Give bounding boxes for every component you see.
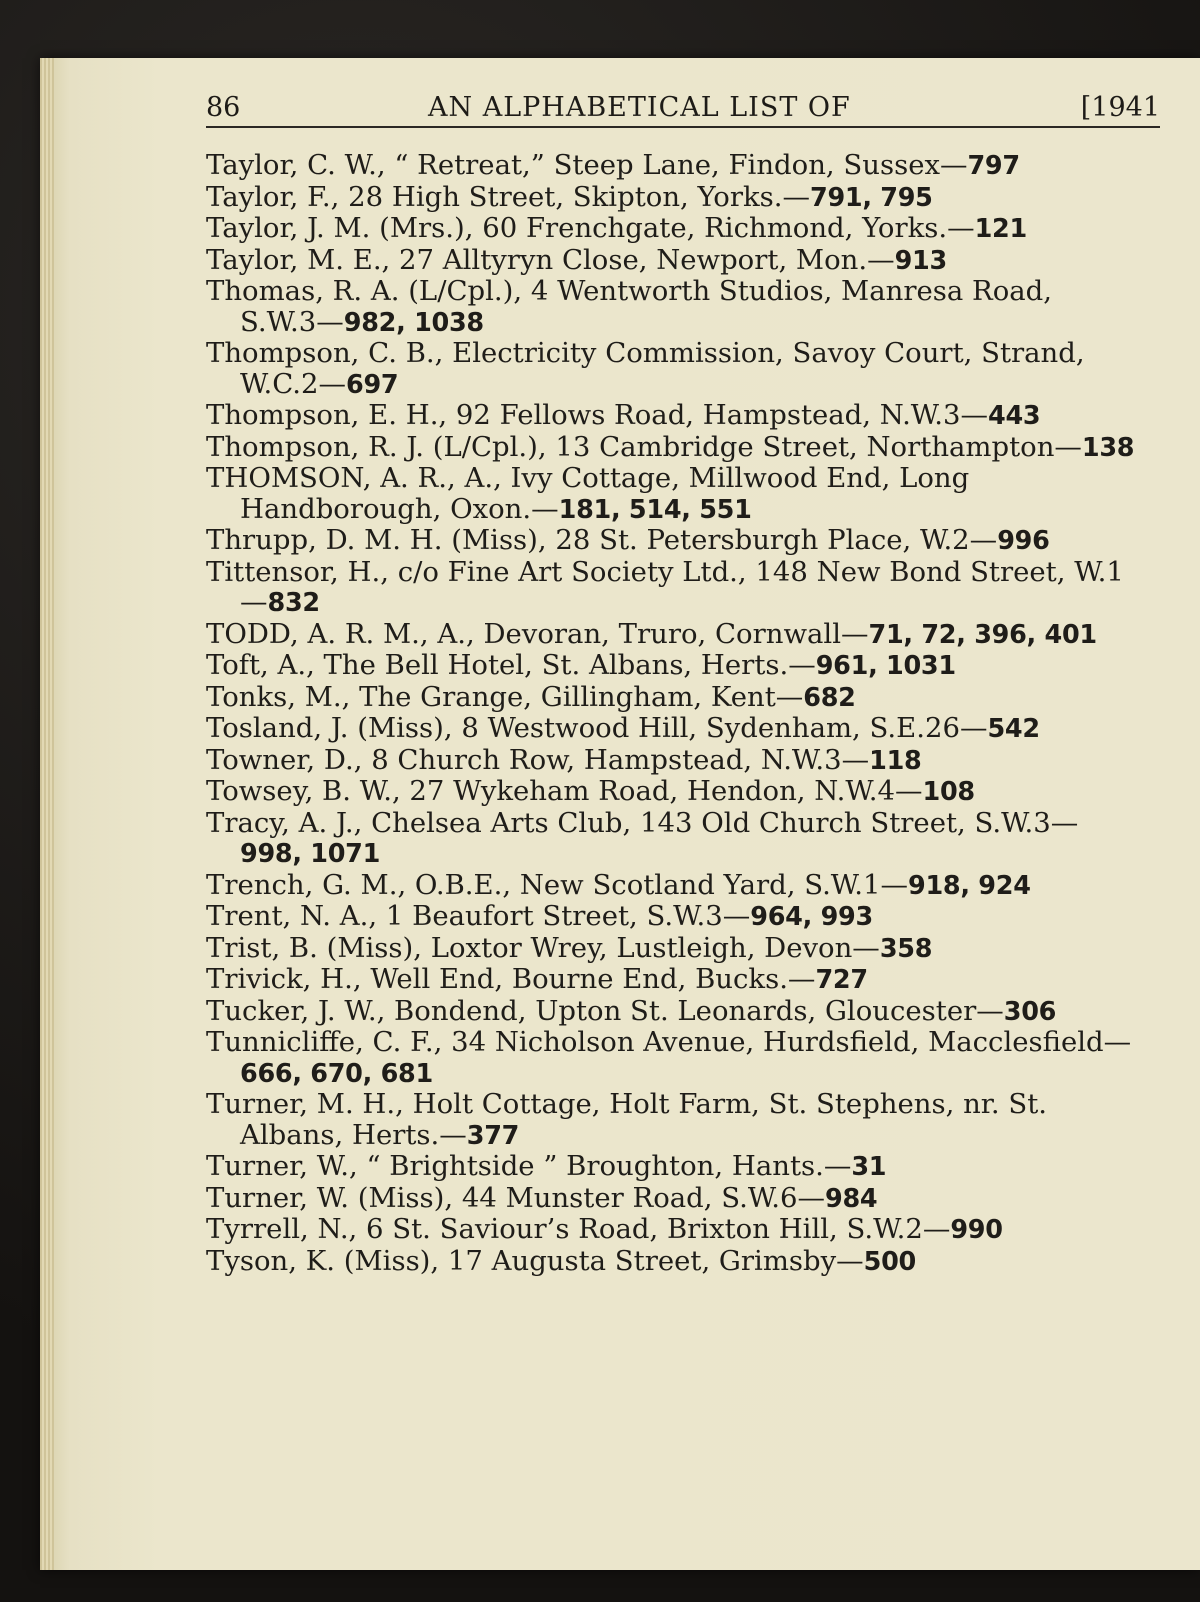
entry-refs: 984	[825, 1183, 878, 1214]
entry	[206, 808, 1136, 870]
entry	[206, 901, 1136, 933]
entry	[206, 463, 1136, 525]
entry-text: Taylor, M. E., 27 Alltyryn Close, Newport, Mon.—	[206, 243, 895, 276]
entry	[206, 1089, 1136, 1151]
entry-refs: 913	[894, 245, 947, 276]
header-rule	[206, 126, 1160, 128]
entry-refs: 996	[997, 526, 1050, 556]
entry-refs: 797	[967, 151, 1020, 181]
entry	[206, 996, 1136, 1028]
entry-refs: 71, 72, 396, 401	[868, 619, 1097, 650]
entry-refs: 138	[1081, 432, 1135, 463]
entry	[206, 1246, 1136, 1278]
entry-text: Tyrrell, N., 6 St. Saviour’s Road, Brixton Hill, S.W.2—	[206, 1213, 951, 1245]
entry	[206, 525, 1136, 557]
entry-refs: 118	[869, 745, 922, 776]
entry-text: Tyson, K. (Miss), 17 Augusta Street, Grimsby—	[206, 1244, 864, 1277]
entry	[206, 682, 1136, 714]
entry-text: Trivick, H., Well End, Bourne End, Bucks.—	[206, 963, 816, 995]
page-number: 86	[206, 92, 241, 123]
entry	[206, 776, 1136, 808]
entry-refs: 791, 795	[810, 182, 933, 213]
entry	[206, 338, 1136, 400]
entry	[206, 933, 1136, 965]
entry-text: TODD, A. R. M., A., Devoran, Truro, Cornwall—	[206, 617, 869, 650]
entry-text: Tonks, M., The Grange, Gillingham, Kent—	[206, 680, 804, 713]
entry-text: Trist, B. (Miss), Loxtor Wrey, Lustleigh, Devon—	[206, 931, 880, 964]
entry	[206, 650, 1136, 682]
entry-refs: 443	[988, 401, 1041, 431]
entry-refs: 377	[466, 1120, 520, 1151]
entry-refs: 961, 1031	[815, 651, 956, 681]
entry-text: Thomas, R. A. (L/Cpl.), 4 Wentworth Studios, Manresa Road, S.W.3—	[206, 275, 1052, 338]
entry-refs: 964, 993	[750, 902, 873, 932]
entry-text: Thompson, R. J. (L/Cpl.), 13 Cambridge Street, Northampton—	[206, 430, 1082, 463]
entry	[206, 1183, 1136, 1215]
entry-text: Tunnicliffe, C. F., 34 Nicholson Avenue, Hurdsfield, Macclesfield—	[206, 1026, 1132, 1058]
entry-refs: 982, 1038	[343, 307, 484, 338]
entry-refs: 918, 924	[908, 870, 1031, 901]
entry-refs: 181, 514, 551	[558, 494, 752, 525]
entry-text: Turner, M. H., Holt Cottage, Holt Farm, St. Stephens, nr. St. Albans, Herts.—	[206, 1088, 1048, 1151]
entry	[206, 150, 1136, 182]
entry-text: Taylor, J. M. (Mrs.), 60 Frenchgate, Richmond, Yorks.—	[206, 212, 975, 244]
entry	[206, 1214, 1136, 1246]
entry-refs: 31	[851, 1152, 887, 1182]
entry	[206, 245, 1136, 277]
entry-text: Trent, N. A., 1 Beaufort Street, S.W.3—	[206, 900, 751, 932]
entry-refs: 306	[1003, 996, 1057, 1027]
entry	[206, 713, 1136, 745]
entry	[206, 213, 1136, 245]
entry-text: Thompson, C. B., Electricity Commission, Savoy Court, Strand, W.C.2—	[206, 337, 1085, 400]
entry-text: Tosland, J. (Miss), 8 Westwood Hill, Sydenham, S.E.26—	[206, 712, 988, 744]
entry-text: Towner, D., 8 Church Row, Hampstead, N.W.3—	[206, 743, 870, 776]
entry-refs: 682	[803, 682, 856, 713]
entry	[206, 400, 1136, 432]
entry-text: Turner, W., “ Brightside ” Broughton, Hants.—	[206, 1150, 852, 1182]
entry-refs: 990	[950, 1215, 1003, 1245]
entry-refs: 358	[879, 933, 933, 964]
entry-text: Thompson, E. H., 92 Fellows Road, Hampstead, N.W.3—	[206, 399, 989, 431]
entry-list	[206, 150, 1136, 1277]
entry	[206, 619, 1136, 651]
entry	[206, 1027, 1136, 1089]
entry-refs: 666, 670, 681	[240, 1058, 433, 1089]
entry-refs: 108	[922, 777, 975, 807]
entry-text: Tittensor, H., c/o Fine Art Society Ltd., 148 New Bond Street, W.1—	[206, 555, 1124, 618]
entry	[206, 432, 1136, 464]
entry-text: Taylor, C. W., “ Retreat,” Steep Lane, Findon, Sussex—	[206, 149, 968, 181]
entry	[206, 870, 1136, 902]
entry-refs: 121	[974, 214, 1027, 244]
entry	[206, 182, 1136, 214]
year-marker: [1941	[1080, 92, 1160, 123]
entry-refs: 998, 1071	[240, 839, 381, 869]
entry-text: Taylor, F., 28 High Street, Skipton, Yorks.—	[206, 180, 810, 213]
entry-refs: 542	[987, 714, 1040, 744]
entry-refs: 500	[863, 1246, 917, 1277]
entry-text: Tracy, A. J., Chelsea Arts Club, 143 Old Church Street, S.W.3—	[206, 806, 1079, 839]
entry-text: Turner, W. (Miss), 44 Munster Road, S.W.6—	[206, 1181, 826, 1214]
entry-refs: 832	[267, 588, 320, 618]
entry-text: THOMSON, A. R., A., Ivy Cottage, Millwood End, Long Handborough, Oxon.—	[206, 462, 970, 525]
page-edge	[40, 58, 54, 1570]
entry-text: Thrupp, D. M. H. (Miss), 28 St. Petersburgh Place, W.2—	[206, 524, 998, 556]
entry-text: Tucker, J. W., Bondend, Upton St. Leonards, Gloucester—	[206, 994, 1004, 1027]
entry	[206, 745, 1136, 777]
entry	[206, 557, 1136, 619]
entry-text: Trench, G. M., O.B.E., New Scotland Yard, S.W.1—	[206, 868, 909, 901]
entry	[206, 276, 1136, 338]
entry-text: Toft, A., The Bell Hotel, St. Albans, Herts.—	[206, 649, 816, 681]
entry-refs: 697	[346, 369, 399, 400]
entry	[206, 1151, 1136, 1183]
entry-text: Towsey, B. W., 27 Wykeham Road, Hendon, N.W.4—	[206, 775, 923, 807]
entry	[206, 964, 1136, 996]
entry-refs: 727	[815, 965, 868, 995]
running-title: AN ALPHABETICAL LIST OF	[428, 92, 851, 123]
